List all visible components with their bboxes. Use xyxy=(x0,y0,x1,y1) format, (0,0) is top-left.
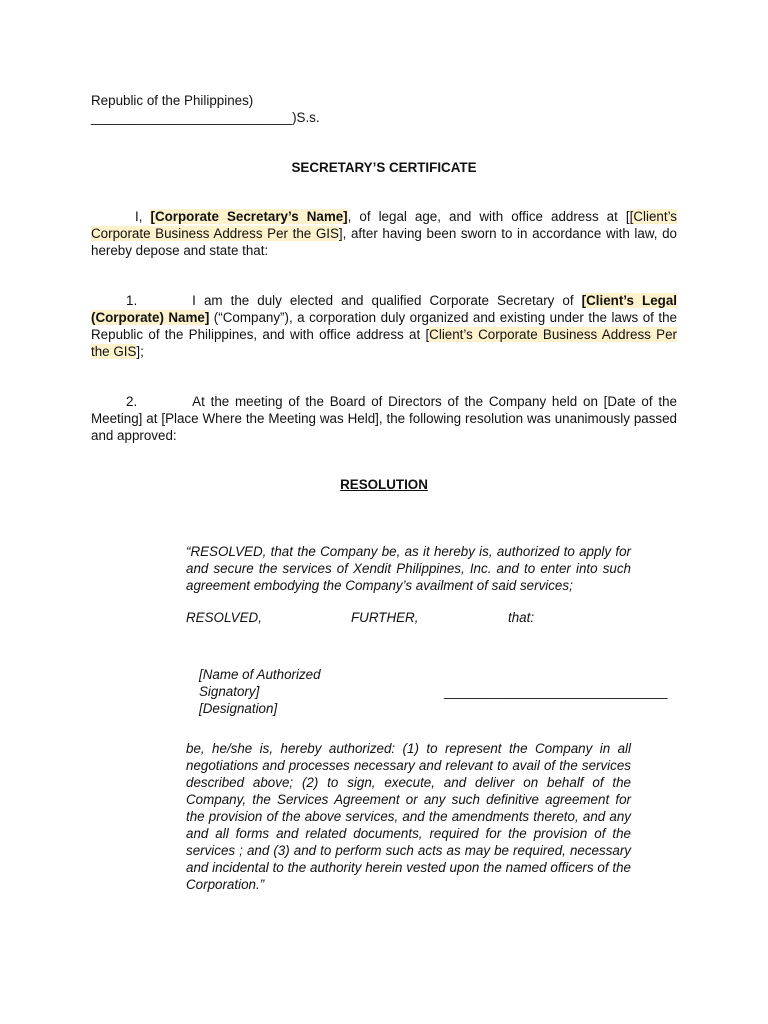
intro-address-placeholder: [Client’s Corporate Business Address Per the GIS xyxy=(91,209,677,241)
item-1-address-placeholder: Client’s Corporate Business Address Per the GIS xyxy=(91,327,677,359)
document-title: SECRETARY’S CERTIFICATE xyxy=(291,160,477,175)
that-word: that: xyxy=(508,610,535,625)
venue-block xyxy=(91,92,391,126)
further-word: FURTHER, xyxy=(351,610,419,625)
signatory-name-line-1: [Name of Authorized xyxy=(199,667,321,682)
venue-country: Republic of the Philippines) xyxy=(91,93,254,108)
resolved-word: RESOLVED, xyxy=(186,610,262,625)
item-2-number: 2. xyxy=(126,394,138,409)
item-2-paragraph: 2. At the meeting of the Board of Directors of the Company held on [Date of the Meeting] at [Place Where the Meeting was Held], the following resolution was unanimously passed and approved: xyxy=(91,394,677,443)
signatory-designation: [Designation] xyxy=(199,701,278,716)
signatory-name-line-2: Signatory] xyxy=(199,684,260,699)
intro-paragraph: I, [Corporate Secretary’s Name], of legal age, and with office address at [[Client’s Corporate Business Address Per the GIS], after having been sworn to in accordance with law, do hereby depose and state that: xyxy=(91,209,677,258)
resolution-paragraph-1: “RESOLVED, that the Company be, as it hereby is, authorized to apply for and secure the services of Xendit Philippines, Inc. and to enter into such agreement embodying the Company’s availment of said services; xyxy=(186,544,631,593)
item-1-number: 1. xyxy=(126,293,138,308)
item-1-paragraph: 1. I am the duly elected and qualified Corporate Secretary of [Client’s Legal (Corporate) Name] (“Company”), a corporation duly organized and existing under the laws of the Republic of the Philippines, and with office address at [Client’s Corporate Business Address Per the GIS]; xyxy=(91,293,677,359)
resolution-paragraph-2: be, he/she is, hereby authorized: (1) to represent the Company in all negotiations and processes necessary and relevant to avail of the services described above; (2) to sign, execute, and deliver on behalf of the Company, the Services Agreement or any such definitive agreement for the provision of the above services, and the amendments thereto, and any and all forms and related documents, required for the provision of the services ; and (3) and to perform such acts as may be required, necessary and incidental to the authority herein vested upon the named officers of the Corporation.” xyxy=(186,741,631,892)
signatory-block xyxy=(199,666,399,717)
client-name-placeholder: [Client’s Legal (Corporate) Name] xyxy=(91,293,677,325)
venue-city-blank: ___________________________)S.s. xyxy=(91,110,320,125)
signature-line: ______________________________ xyxy=(444,684,668,699)
secretary-name-placeholder: [Corporate Secretary’s Name] xyxy=(150,209,348,224)
resolution-heading: RESOLUTION xyxy=(340,477,428,492)
